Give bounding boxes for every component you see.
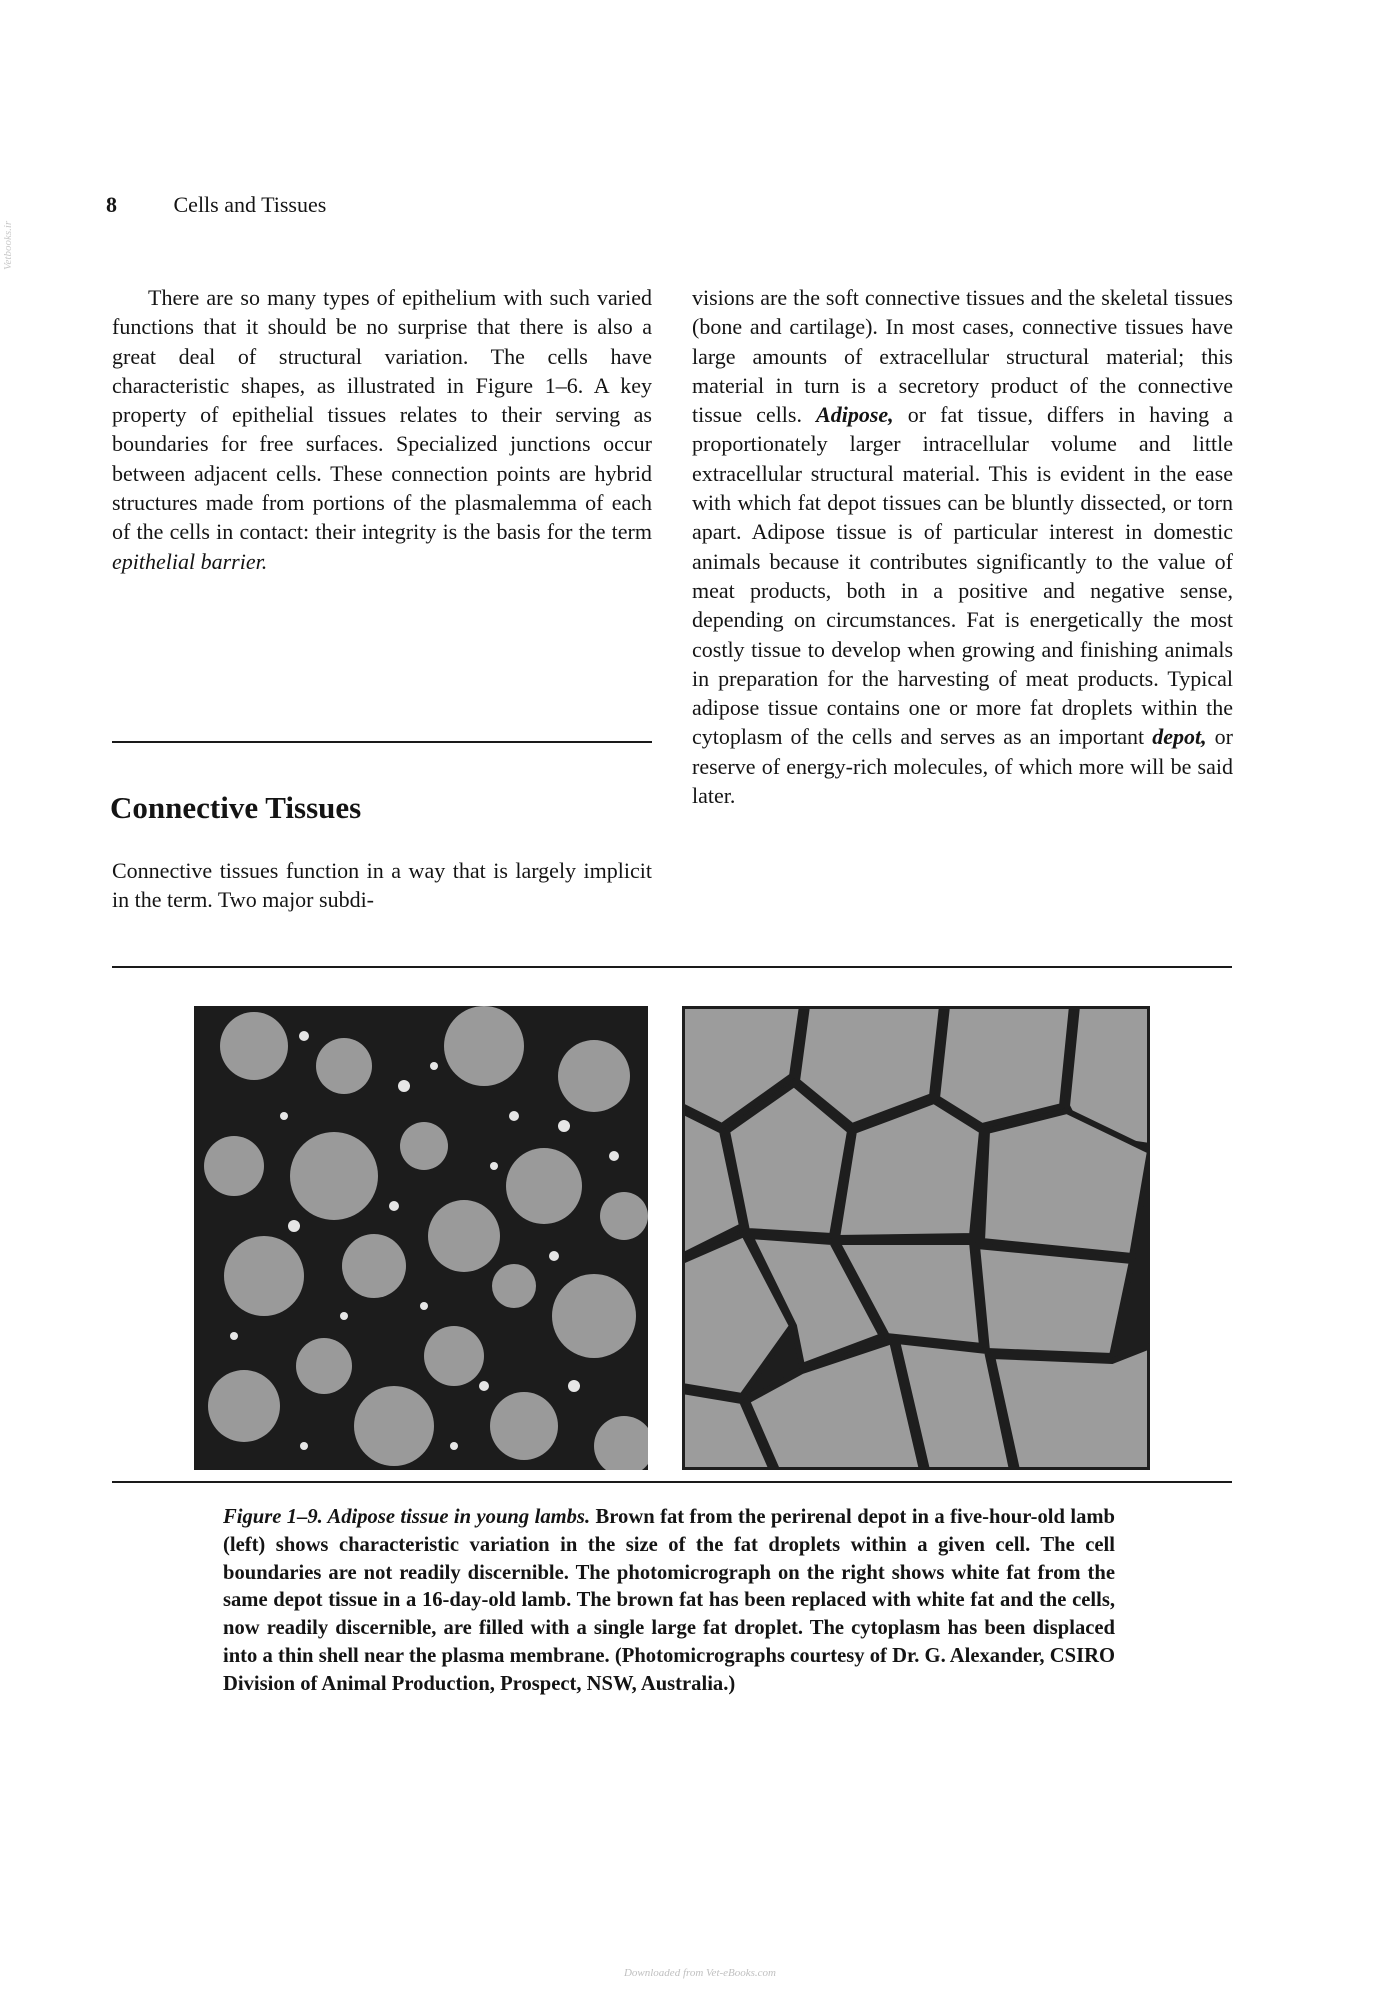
section-divider	[112, 741, 652, 743]
epithelial-barrier-term: epithelial barrier.	[112, 548, 268, 574]
white-fat-photomicrograph	[682, 1006, 1150, 1470]
figure-caption-text: Brown fat from the perirenal depot in a five-hour-old lamb (left) shows characteristic variation in the size of the fat droplets within a given cell. The cell boundaries are not readily discernible. The photomicrograph on the right shows white fat from the same depot tissue in a 16-day-old lamb. The brown fat has been replaced with white fat and the cells, now readily discernible, are filled with a single large fat droplet. The cytoplasm has been displaced into a thin shell near the plasma membrane. (Photomicrographs courtesy of Dr. G. Alexander, CSIRO Division of Animal Production, Prospect, NSW, Australia.)	[223, 1506, 1115, 1695]
adipose-paragraph	[692, 283, 1233, 810]
epithelium-paragraph-text: There are so many types of epithelium with such varied functions that it should be no surprise that there is also a great deal of structural variation. The cells have characteristic shapes, as illustrated in Figure 1–6. A key property of epithelial tissues relates to their serving as boundaries for free surfaces. Specialized junctions occur between adjacent cells. These connection points are hybrid structures made from portions of the plasmalemma of each of the cells in contact: their integrity is the basis for the term	[112, 285, 652, 545]
figure-label: Figure 1–9. Adipose tissue in young lambs.	[223, 1506, 591, 1528]
page-number: 8	[106, 192, 117, 217]
figure-caption	[223, 1504, 1115, 1699]
connective-paragraph: Connective tissues function in a way that is largely implicit in the term. Two major subdi-	[112, 858, 652, 913]
running-title: Cells and Tissues	[173, 192, 327, 217]
side-watermark: Vetbooks.ir	[2, 220, 14, 270]
left-column-text	[112, 283, 652, 576]
section-heading: Connective Tissues	[110, 790, 362, 825]
adipose-text-3: or reserve of energy-rich molecules, of which more will be said later.	[692, 724, 1233, 809]
download-watermark: Downloaded from Vet-eBooks.com	[623, 1967, 777, 1979]
figure-top-rule	[112, 966, 1232, 968]
adipose-term: Adipose,	[816, 402, 894, 428]
figure-bottom-rule	[112, 1481, 1232, 1483]
depot-term: depot,	[1152, 724, 1207, 750]
running-header	[106, 192, 326, 218]
epithelium-paragraph	[112, 283, 652, 576]
connective-tissues-intro	[112, 856, 652, 915]
brown-fat-photomicrograph	[194, 1006, 648, 1470]
adipose-text-2: or fat tissue, differs in having a proportionately larger intracellular volume and little extracellular structural material. This is evident in the ease with which fat depot tissues can be bluntly dissected, or torn apart. Adipose tissue is of particular interest in domestic animals because it contributes significantly to the value of meat products, both in a positive and negative sense, depending on circumstances. Fat is energetically the most costly tissue to develop when growing and finishing animals in preparation for the harvesting of meat products. Typical adipose tissue contains one or more fat droplets within the cytoplasm of the cells and serves as an important	[692, 402, 1233, 750]
right-column-text	[692, 283, 1233, 810]
adipose-text-1: visions are the soft connective tissues and the skeletal tissues (bone and cartilage). In most cases, connective tissues have large amounts of extracellular structural material; this material in turn is a secretory product of the connective tissue cells.	[692, 285, 1233, 428]
